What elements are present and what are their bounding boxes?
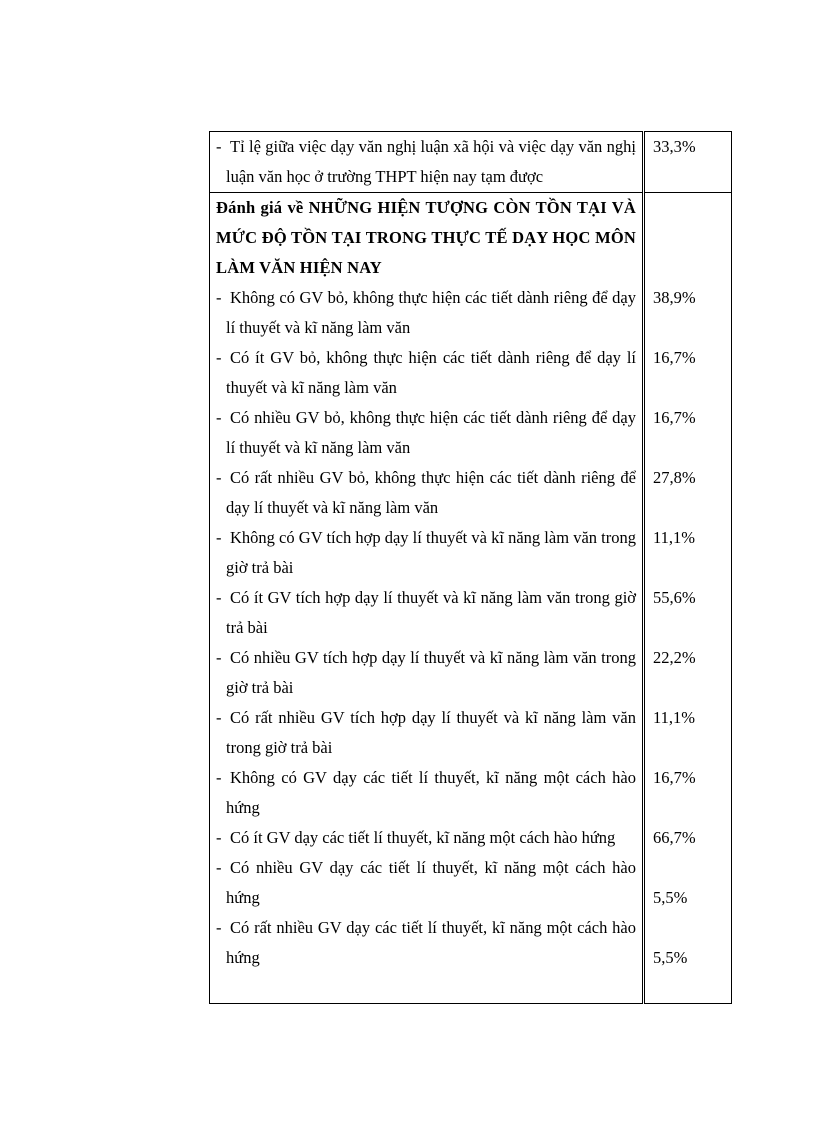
item-text: Có ít GV bỏ, không thực hiện các tiết dành riêng để dạy lí thuyết và kĩ năng làm văn <box>226 348 636 397</box>
list-item <box>210 283 642 343</box>
list-item <box>210 913 642 973</box>
list-item <box>210 403 642 463</box>
row1-value: 33,3% <box>653 137 696 156</box>
dash-marker: - <box>216 588 222 607</box>
item-value: 11,1% <box>653 528 696 547</box>
dash-marker: - <box>216 708 222 727</box>
dash-marker: - <box>216 768 222 787</box>
items-list <box>210 283 642 973</box>
list-item <box>210 643 642 703</box>
dash-marker: - <box>216 528 222 547</box>
item-text: Có nhiều GV tích hợp dạy lí thuyết và kĩ năng làm văn trong giờ trả bài <box>226 648 636 697</box>
item-value: 66,7% <box>653 828 696 847</box>
dash-marker: - <box>216 828 222 847</box>
list-item <box>210 823 642 853</box>
item-text: Có ít GV tích hợp dạy lí thuyết và kĩ năng làm văn trong giờ trả bài <box>226 588 636 637</box>
item-text: Không có GV bỏ, không thực hiện các tiết dành riêng để dạy lí thuyết và kĩ năng làm văn <box>226 288 636 337</box>
list-item <box>210 132 642 192</box>
item-value: 5,5% <box>653 948 688 967</box>
dash-marker: - <box>216 348 222 367</box>
item-value: 55,6% <box>653 588 696 607</box>
item-value: 16,7% <box>653 768 696 787</box>
item-text: Có rất nhiều GV bỏ, không thực hiện các tiết dành riêng để dạy lí thuyết và kĩ năng làm văn <box>226 468 636 517</box>
heading-spacer <box>645 193 731 283</box>
item-text: Không có GV tích hợp dạy lí thuyết và kĩ năng làm văn trong giờ trả bài <box>226 528 636 577</box>
list-item <box>210 853 642 913</box>
item-value: 16,7% <box>653 408 696 427</box>
row1-description-cell <box>210 132 644 193</box>
dash-marker: - <box>216 408 222 427</box>
item-value: 11,1% <box>653 708 696 727</box>
dash-marker: - <box>216 288 222 307</box>
row1-value-cell <box>644 132 732 193</box>
item-text: Có nhiều GV dạy các tiết lí thuyết, kĩ năng một cách hào hứng <box>226 858 636 907</box>
dash-marker: - <box>216 468 222 487</box>
section-description-cell <box>210 193 644 1004</box>
list-item <box>210 703 642 763</box>
item-text: Không có GV dạy các tiết lí thuyết, kĩ năng một cách hào hứng <box>226 768 636 817</box>
item-value: 38,9% <box>653 288 696 307</box>
item-text: Có ít GV dạy các tiết lí thuyết, kĩ năng một cách hào hứng <box>230 828 616 847</box>
list-item <box>210 583 642 643</box>
table-row <box>210 193 732 1004</box>
section-value-cell <box>644 193 732 1004</box>
item-value: 16,7% <box>653 348 696 367</box>
dash-marker: - <box>216 648 222 667</box>
item-text: Có rất nhiều GV tích hợp dạy lí thuyết và kĩ năng làm văn trong giờ trả bài <box>226 708 636 757</box>
item-value: 27,8% <box>653 468 696 487</box>
item-value: 5,5% <box>653 888 688 907</box>
item-value: 22,2% <box>653 648 696 667</box>
list-item <box>210 763 642 823</box>
values-list <box>645 283 731 1003</box>
survey-table <box>209 131 732 1004</box>
dash-marker: - <box>216 918 222 937</box>
list-item <box>210 463 642 523</box>
item-text: Có rất nhiều GV dạy các tiết lí thuyết, kĩ năng một cách hào hứng <box>226 918 636 967</box>
dash-marker: - <box>216 858 222 877</box>
list-item <box>210 343 642 403</box>
list-item <box>210 523 642 583</box>
section-heading: Đánh giá về NHỮNG HIỆN TƯỢNG CÒN TỒN TẠI VÀ MỨC ĐỘ TỒN TẠI TRONG THỰC TẾ DẠY HỌC MÔN LÀM VĂN HIỆN NAY <box>216 198 636 277</box>
row1-text: Tỉ lệ giữa việc dạy văn nghị luận xã hội và việc dạy văn nghị luận văn học ở trường THPT hiện nay tạm được <box>226 137 636 186</box>
table-row <box>210 132 732 193</box>
dash-marker: - <box>216 137 222 156</box>
item-text: Có nhiều GV bỏ, không thực hiện các tiết dành riêng để dạy lí thuyết và kĩ năng làm văn <box>226 408 636 457</box>
document-page <box>209 131 729 1004</box>
